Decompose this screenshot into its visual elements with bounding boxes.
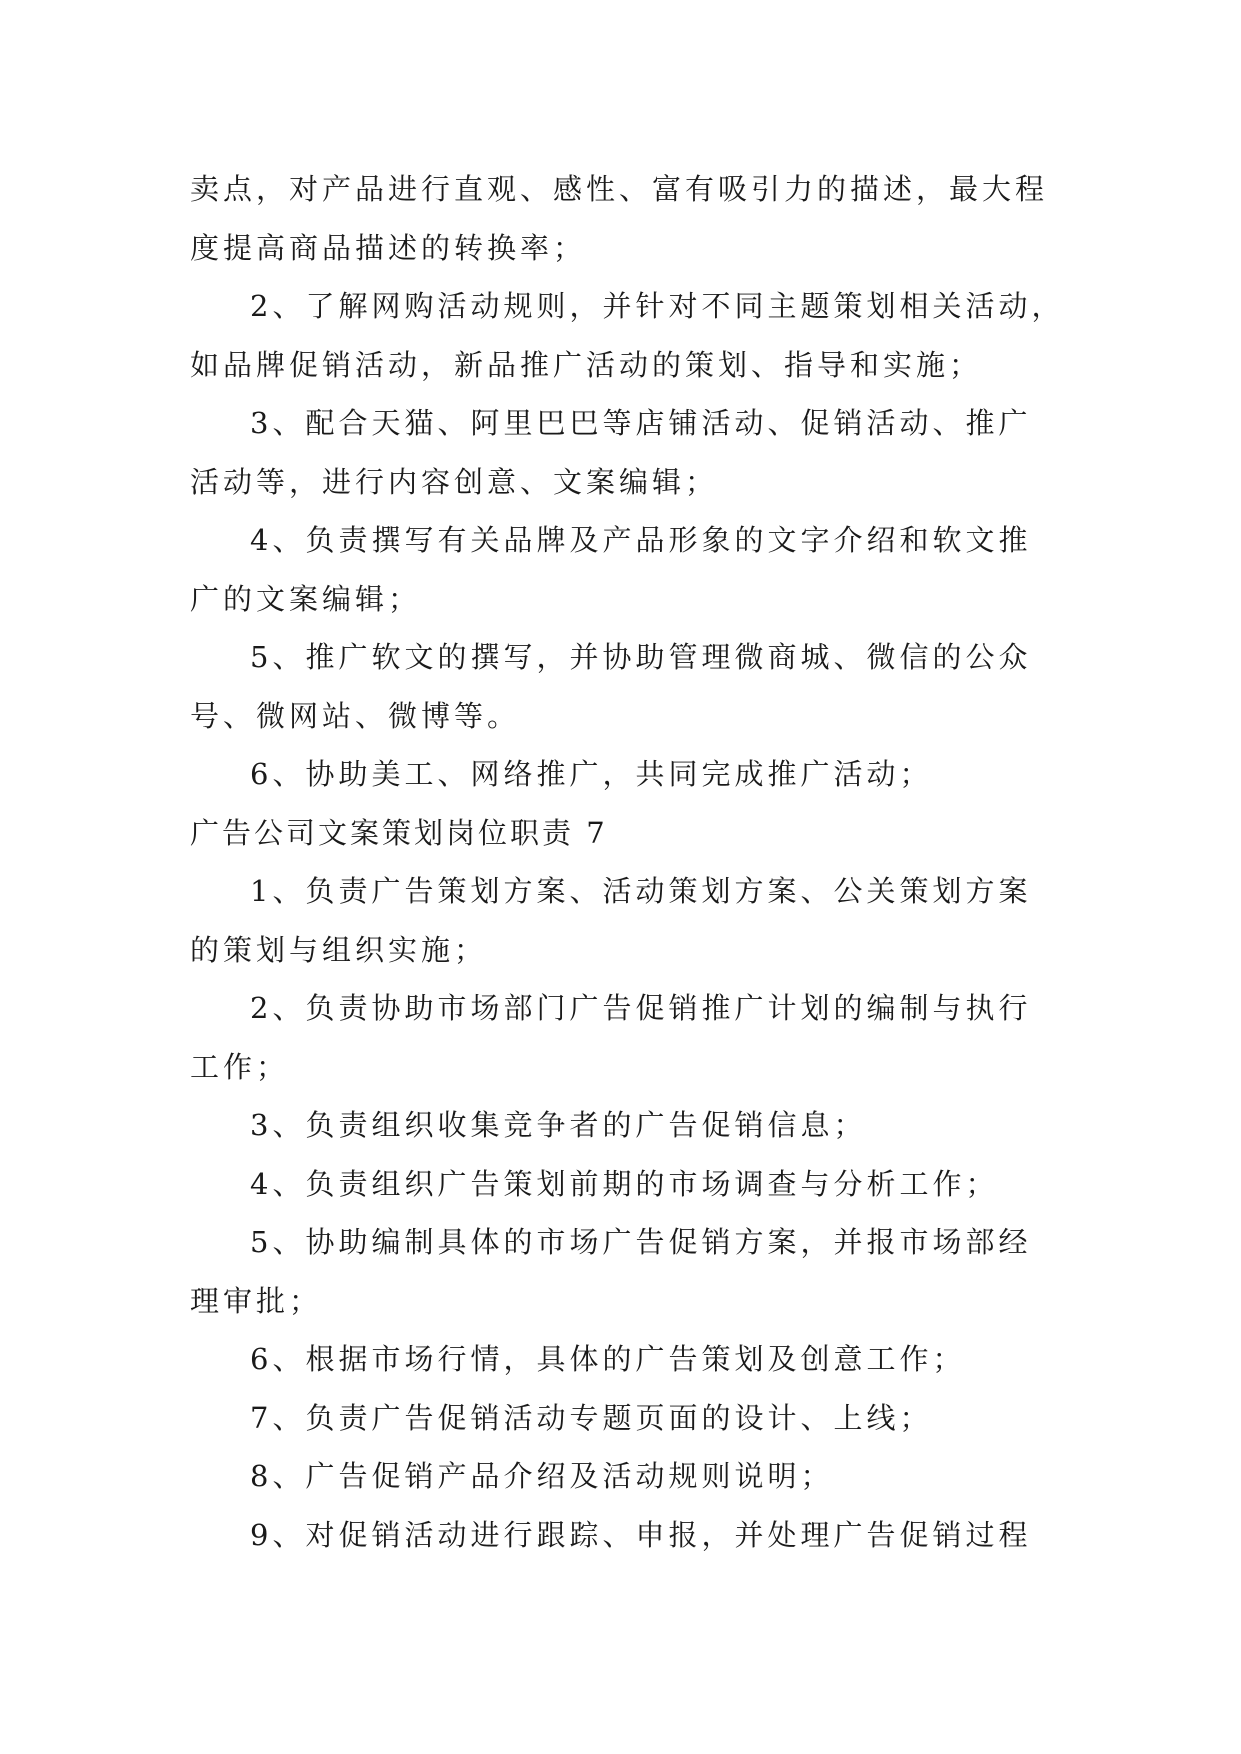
list-item-line: 3、负责组织收集竞争者的广告促销信息； <box>250 1108 867 1142</box>
list-item-line: 3、配合天猫、阿里巴巴等店铺活动、促销活动、推广 <box>250 406 1032 440</box>
list-item-continuation: 工作； <box>190 1049 290 1084</box>
section-heading: 广告公司文案策划岗位职责 7 <box>190 815 608 850</box>
list-item-line: 8、广告促销产品介绍及活动规则说明； <box>250 1459 834 1493</box>
list-item-line: 5、协助编制具体的市场广告促销方案，并报市场部经 <box>250 1225 1032 1259</box>
list-item-continuation: 广的文案编辑； <box>190 581 422 616</box>
list-item-line: 6、协助美工、网络推广，共同完成推广活动； <box>250 757 933 791</box>
list-item-line: 5、推广软文的撰写，并协助管理微商城、微信的公众 <box>250 640 1032 674</box>
list-item-line: 7、负责广告促销活动专题页面的设计、上线； <box>250 1400 933 1435</box>
list-item-line: 9、对促销活动进行跟踪、申报，并处理广告促销过程 <box>250 1517 1032 1552</box>
list-item-continuation: 的策划与组织实施； <box>190 932 488 967</box>
document-body <box>190 160 1070 1564</box>
paragraph-line: 卖点，对产品进行直观、感性、富有吸引力的描述，最大程 <box>190 172 1049 206</box>
list-item-continuation: 理审批； <box>190 1283 323 1318</box>
list-item-line: 1、负责广告策划方案、活动策划方案、公关策划方案 <box>250 874 1032 908</box>
list-item-continuation: 号、微网站、微博等。 <box>190 698 521 733</box>
list-item-line: 2、负责协助市场部门广告促销推广计划的编制与执行 <box>250 991 1032 1025</box>
list-item-line: 4、负责组织广告策划前期的市场调查与分析工作； <box>250 1166 999 1201</box>
list-item-line: 6、根据市场行情，具体的广告策划及创意工作； <box>250 1342 966 1376</box>
list-item-continuation: 如品牌促销活动，新品推广活动的策划、指导和实施； <box>190 347 983 382</box>
paragraph-line: 度提高商品描述的转换率； <box>190 230 587 265</box>
list-item-continuation: 活动等，进行内容创意、文案编辑； <box>190 464 719 499</box>
list-item-line: 4、负责撰写有关品牌及产品形象的文字介绍和软文推 <box>250 523 1032 557</box>
list-item-line: 2、了解网购活动规则，并针对不同主题策划相关活动， <box>250 289 1065 323</box>
